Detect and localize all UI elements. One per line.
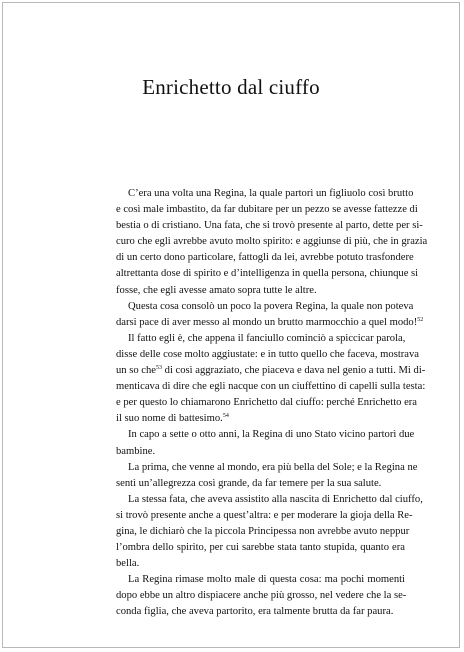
text-line: La Regina rimase molto male di questa cosa: ma pochi momenti xyxy=(128,574,405,586)
chapter-title: Enrichetto dal ciuffo xyxy=(142,75,320,99)
text-fragment: il suo nome di battesimo. xyxy=(116,413,223,425)
text-fragment: di così aggraziato, che piaceva e dava nel genio a tutti. Mi di- xyxy=(162,365,426,377)
paragraph-6 xyxy=(116,492,423,572)
text-line: conda figlia, che aveva partorito, era talmente brutta da far paura. xyxy=(116,606,394,618)
footnote-ref-54[interactable]: 54 xyxy=(222,413,229,420)
text-line: altrettanta dose di spirito e d’intelligenza in quella persona, chiunque si xyxy=(116,268,419,280)
text-line-with-note xyxy=(116,363,426,379)
text-line-with-note xyxy=(116,411,405,427)
text-line-with-note xyxy=(116,315,424,331)
text-line: di un certo dono particolare, fattogli da lei, avrebbe potuto trasfondere xyxy=(116,252,414,264)
text-line: dopo ebbe un altro dispiacere anche più grosso, nel vedere che la se- xyxy=(116,590,407,602)
paragraph-3 xyxy=(116,331,426,428)
text-line: La prima, che venne al mondo, era più bella del Sole; e la Regina ne xyxy=(128,461,418,473)
text-line: Questa cosa consolò un poco la povera Regina, la quale non poteva xyxy=(128,300,414,312)
paragraph-5 xyxy=(116,460,418,492)
paragraph-2 xyxy=(116,299,424,331)
text-line: C’era una volta una Regina, la quale partorì un figliuolo così brutto xyxy=(128,188,414,199)
text-line: bambine. xyxy=(116,445,156,457)
text-line: e per questo lo chiamarono Enrichetto dal ciuffo: perché Enrichetto era xyxy=(116,397,418,409)
footnote-ref-52[interactable]: 52 xyxy=(417,316,424,323)
chapter-body xyxy=(116,186,428,621)
paragraph-4 xyxy=(116,427,415,459)
text-line: disse delle cose molto aggiustate: e in tutto quello che faceva, mostrava xyxy=(116,348,420,360)
text-line: bestia o di cristiano. Una fata, che si trovò presente al parto, dette per si- xyxy=(116,220,423,232)
text-fragment: un so che xyxy=(116,365,157,377)
text-line: curo che egli avrebbe avuto molto spirito: e aggiunse di più, che in grazia xyxy=(116,236,428,248)
text-fragment: darsi pace di aver messo al mondo un brutto marmocchio a quel modo! xyxy=(116,316,418,328)
paragraph-7 xyxy=(116,572,405,620)
text-line: In capo a sette o otto anni, la Regina di uno Stato vicino partorì due xyxy=(128,429,415,441)
paragraph-1 xyxy=(116,186,428,299)
text-line: La stessa fata, che aveva assistito alla nascita di Enrichetto dal ciuffo, xyxy=(128,493,423,505)
text-line: Il fatto egli è, che appena il fanciullo cominciò a spiccicar parola, xyxy=(128,332,406,344)
book-page xyxy=(2,2,460,648)
text-line: e così male imbastito, da far dubitare per un pezzo se avesse fattezze di xyxy=(116,204,418,216)
text-line: gina, le dichiarò che la piccola Principessa non avrebbe avuto neppur xyxy=(116,525,410,537)
footnote-ref-53[interactable]: 53 xyxy=(156,365,163,372)
text-line: menticava di dire che egli nacque con un ciuffettino di capelli sulla testa: xyxy=(116,381,426,393)
text-line: fosse, che egli avesse amato sopra tutte le altre. xyxy=(116,284,317,296)
text-line: bella. xyxy=(116,558,140,570)
text-line: sentì un’allegrezza così grande, da far temere per la sua salute. xyxy=(116,477,382,489)
text-line: l’ombra dello spirito, per cui sarebbe stata tanto stupida, quanto era xyxy=(116,542,405,554)
text-line: si trovò presente anche a quest’altra: e per moderare la gioja della Re- xyxy=(116,509,413,521)
